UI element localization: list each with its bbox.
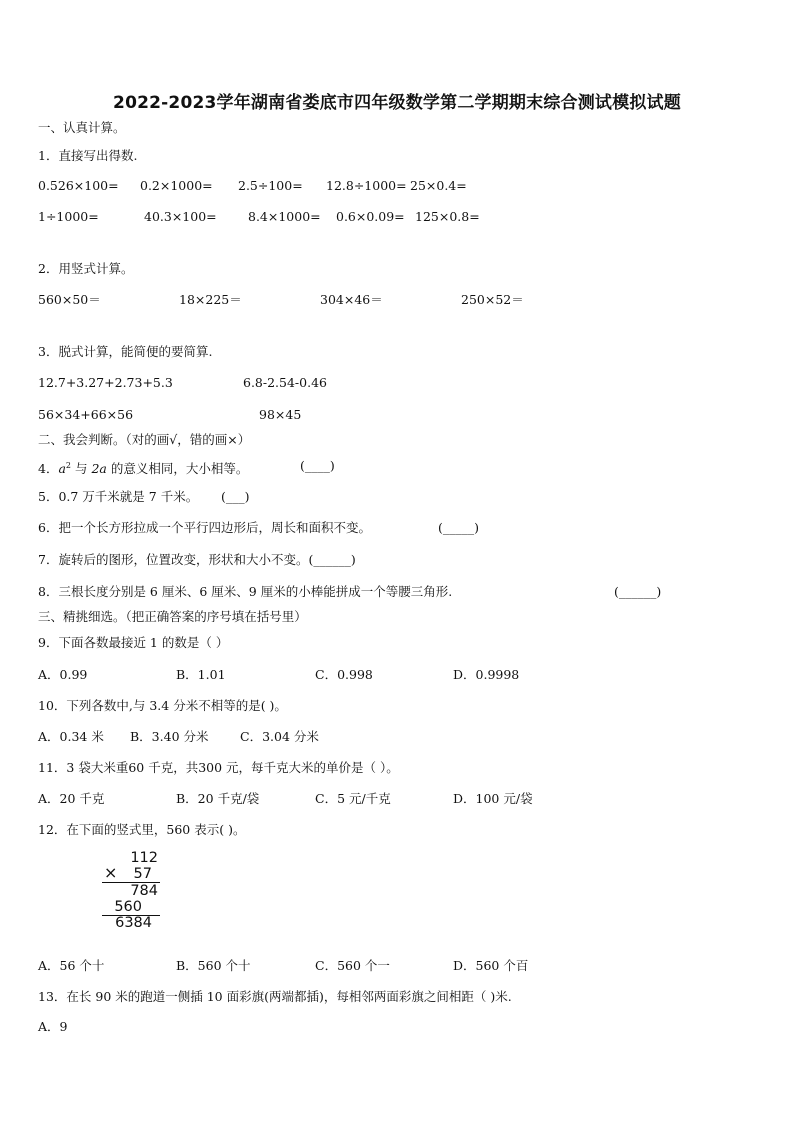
q4-var-a: a xyxy=(58,461,66,477)
q4-var-2a: 2a xyxy=(91,461,107,477)
q1-item: 25×0.4= xyxy=(410,178,467,193)
q4-answer-blank[interactable]: (____) xyxy=(300,458,335,473)
q3-item: 56×34+66×56 xyxy=(38,407,134,422)
question-2-label: 2．用竖式计算。 xyxy=(38,261,134,276)
q11-option-d[interactable]: D．100 元/袋 xyxy=(453,791,533,806)
q1-item: 2.5÷100= xyxy=(238,178,303,193)
section-heading-3: 三、精挑细选。（把正确答案的序号填在括号里） xyxy=(38,609,307,624)
q2-item: 250×52＝ xyxy=(461,292,524,307)
question-4 xyxy=(38,458,248,477)
q13-option-a[interactable]: A．9 xyxy=(38,1019,68,1034)
q11-option-b[interactable]: B．20 千克/袋 xyxy=(176,791,260,806)
vertical-multiplication xyxy=(102,848,162,934)
q4-exponent: 2 xyxy=(65,461,71,470)
q8-answer-blank[interactable]: (______) xyxy=(614,584,662,599)
q9-option-a[interactable]: A．0.99 xyxy=(38,667,88,682)
q9-option-c[interactable]: C．0.998 xyxy=(315,667,373,682)
final-product: 6384 xyxy=(115,915,152,931)
question-10: 10．下列各数中,与 3.4 分米不相等的是( )。 xyxy=(38,698,287,713)
q1-item: 0.6×0.09= xyxy=(336,209,405,224)
q4-mid: 与 xyxy=(74,461,88,477)
q1-item: 0.526×100= xyxy=(38,178,119,193)
q10-option-c[interactable]: C．3.04 分米 xyxy=(240,729,319,744)
section-heading-2: 二、我会判断。（对的画√，错的画×） xyxy=(38,432,251,447)
question-12: 12．在下面的竖式里，560 表示( )。 xyxy=(38,822,246,837)
q3-item: 6.8-2.54-0.46 xyxy=(243,375,327,390)
q12-option-c[interactable]: C．560 个一 xyxy=(315,958,390,973)
q9-option-b[interactable]: B．1.01 xyxy=(176,667,226,682)
multiplicand: 112 xyxy=(130,850,158,866)
q9-option-d[interactable]: D．0.9998 xyxy=(453,667,520,682)
q1-item: 40.3×100= xyxy=(144,209,217,224)
page-title: 2022-2023学年湖南省娄底市四年级数学第二学期期末综合测试模拟试题 xyxy=(113,93,681,113)
q1-item: 8.4×1000= xyxy=(248,209,321,224)
q10-option-a[interactable]: A．0.34 米 xyxy=(38,729,104,744)
q12-option-d[interactable]: D．560 个百 xyxy=(453,958,529,973)
q4-text: 的意义相同，大小相等。 xyxy=(110,461,249,477)
q12-option-a[interactable]: A．56 个十 xyxy=(38,958,105,973)
q6-answer-blank[interactable]: (_____) xyxy=(438,520,480,535)
q1-item: 125×0.8= xyxy=(415,209,480,224)
question-1-label: 1．直接写出得数. xyxy=(38,148,138,163)
q1-item: 12.8÷1000= xyxy=(326,178,407,193)
q11-option-c[interactable]: C．5 元/千克 xyxy=(315,791,391,806)
q2-item: 18×225＝ xyxy=(179,292,242,307)
q2-item: 560×50＝ xyxy=(38,292,101,307)
partial-product-2: 560 xyxy=(114,899,142,915)
section-heading-1: 一、认真计算。 xyxy=(38,120,126,135)
q1-item: 0.2×1000= xyxy=(140,178,213,193)
question-7: 7．旋转后的图形，位置改变，形状和大小不变。(______) xyxy=(38,552,356,567)
q1-item: 1÷1000= xyxy=(38,209,99,224)
question-3-label: 3．脱式计算，能简便的要简算. xyxy=(38,344,213,359)
q3-item: 98×45 xyxy=(259,407,302,422)
q2-item: 304×46＝ xyxy=(320,292,383,307)
question-13: 13．在长 90 米的跑道一侧插 10 面彩旗(两端都插)，每相邻两面彩旗之间相距（ )米. xyxy=(38,989,512,1004)
q10-option-b[interactable]: B．3.40 分米 xyxy=(130,729,209,744)
question-5: 5．0.7 万千米就是 7 千米。 xyxy=(38,489,199,504)
q5-answer-blank[interactable]: (___) xyxy=(221,489,250,504)
question-9: 9．下面各数最接近 1 的数是（ ） xyxy=(38,635,229,650)
q12-option-b[interactable]: B．560 个十 xyxy=(176,958,251,973)
question-6: 6．把一个长方形拉成一个平行四边形后，周长和面积不变。 xyxy=(38,520,371,535)
partial-product-1: 784 xyxy=(130,883,158,899)
question-8: 8．三根长度分别是 6 厘米、6 厘米、9 厘米的小棒能拼成一个等腰三角形. xyxy=(38,584,453,599)
q3-item: 12.7+3.27+2.73+5.3 xyxy=(38,375,173,390)
times-sign: × xyxy=(104,863,118,882)
question-11: 11．3 袋大米重60 千克，共300 元，每千克大米的单价是（ ）。 xyxy=(38,760,399,775)
q4-number: 4． xyxy=(38,461,59,477)
multiplier: 57 xyxy=(133,866,152,882)
q11-option-a[interactable]: A．20 千克 xyxy=(38,791,105,806)
